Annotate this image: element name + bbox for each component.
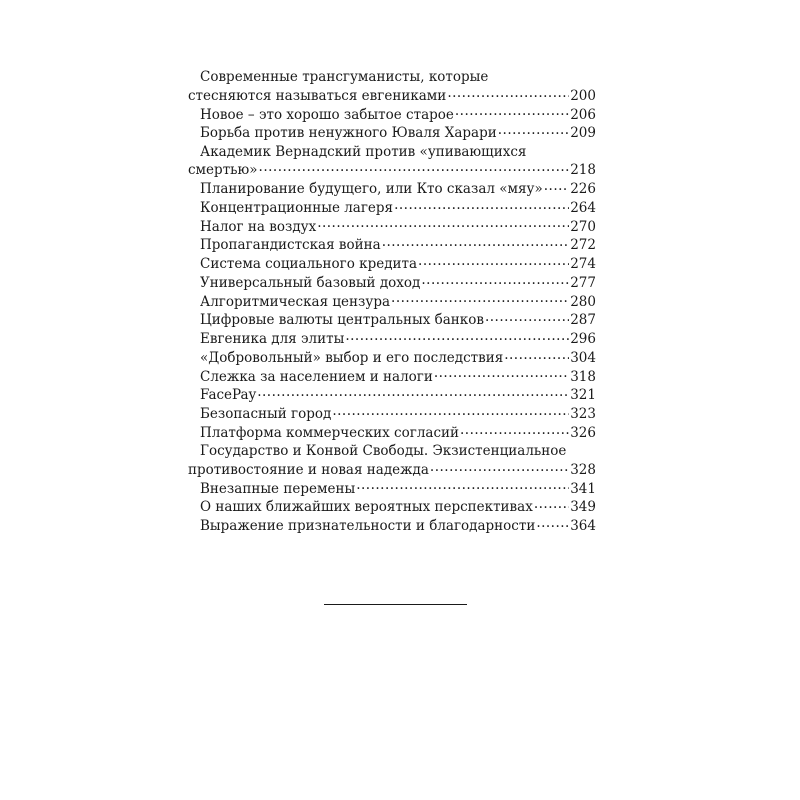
toc-page-number: 341 — [570, 480, 596, 497]
toc-entry — [188, 367, 596, 386]
toc-entry — [188, 68, 596, 105]
toc-entry-title: Платформа коммерческих согласий — [200, 424, 459, 441]
toc-entry-line — [188, 105, 596, 124]
toc-entry-line — [188, 405, 596, 424]
toc-entry-title: Пропагандистская война — [200, 237, 381, 254]
toc-entry-line — [188, 86, 596, 105]
dot-leader — [534, 498, 569, 512]
toc-entry-line — [188, 255, 596, 274]
toc-entry — [188, 255, 596, 274]
closing-rule — [324, 604, 467, 605]
toc-entry-title: противостояние и новая надежда — [188, 461, 429, 478]
dot-leader — [259, 161, 570, 175]
toc-entry — [188, 423, 596, 442]
toc-entry-title: Цифровые валюты центральных банков — [200, 312, 484, 329]
toc-page-number: 280 — [570, 293, 596, 310]
toc-entry-title: Концентрационные лагеря — [200, 199, 394, 216]
toc-page-number: 226 — [570, 181, 596, 197]
toc-entry-title: FacePay — [200, 387, 257, 404]
toc-page-number: 323 — [570, 406, 596, 422]
toc-entry-line — [188, 273, 596, 292]
toc-entry-line — [188, 236, 596, 255]
toc-entry-line — [188, 217, 596, 236]
toc-entry-line — [188, 423, 596, 442]
toc-entry-title: Академик Вернадский против «упивающихся — [200, 143, 527, 160]
toc-entry — [188, 273, 596, 292]
dot-leader — [356, 479, 569, 493]
toc-page-number: 274 — [570, 256, 596, 272]
toc-entry-title: Евгеника для элиты — [200, 331, 345, 347]
toc-entry-title: Налог на воздух — [200, 218, 317, 235]
dot-leader — [485, 311, 569, 325]
dot-leader — [544, 180, 569, 194]
toc-entry — [188, 442, 596, 479]
dot-leader — [394, 198, 569, 212]
toc-page-number: 287 — [570, 312, 596, 329]
toc-page-number: 272 — [570, 237, 596, 254]
toc-entry — [188, 124, 596, 143]
toc-entry — [188, 198, 596, 217]
toc-page-number: 296 — [570, 331, 596, 347]
toc-entry — [188, 180, 596, 199]
toc-entry-title: Слежка за населением и налоги — [200, 368, 433, 385]
toc-page-number: 328 — [570, 461, 596, 478]
toc-entry-line — [188, 143, 596, 161]
toc-entry-line — [188, 386, 596, 405]
dot-leader — [536, 517, 569, 531]
dot-leader — [455, 105, 569, 119]
toc-page-number: 264 — [570, 199, 596, 216]
table-of-contents — [188, 68, 596, 535]
toc-entry-line — [188, 198, 596, 217]
dot-leader — [418, 255, 569, 269]
toc-page-number: 200 — [570, 87, 596, 104]
toc-entry-title: смертью» — [188, 162, 258, 179]
toc-entry-title: Планирование будущего, или Кто сказал «мяу» — [200, 181, 543, 197]
dot-leader — [460, 423, 569, 437]
toc-entry — [188, 292, 596, 311]
toc-entry — [188, 311, 596, 330]
dot-leader — [434, 367, 569, 381]
toc-entry — [188, 330, 596, 349]
toc-entry-line — [188, 348, 596, 367]
toc-entry-title: «Добровольный» выбор и его последствия — [200, 349, 504, 366]
toc-entry-line — [188, 161, 596, 180]
toc-page-number: 318 — [570, 368, 596, 385]
toc-entry-title: Внезапные перемены — [200, 480, 356, 497]
toc-page-number: 364 — [570, 518, 596, 534]
toc-entry — [188, 479, 596, 498]
toc-page-number: 277 — [570, 274, 596, 291]
toc-entry — [188, 236, 596, 255]
toc-entry-line — [188, 517, 596, 536]
toc-entry-line — [188, 479, 596, 498]
dot-leader — [430, 460, 569, 474]
toc-page-number: 326 — [570, 424, 596, 441]
dot-leader — [421, 273, 569, 287]
toc-entry-title: Универсальный базовый доход — [200, 274, 421, 291]
toc-entry — [188, 105, 596, 124]
toc-entry-line — [188, 367, 596, 386]
toc-entry — [188, 143, 596, 180]
dot-leader — [447, 86, 569, 100]
dot-leader — [382, 236, 570, 250]
dot-leader — [391, 292, 569, 306]
toc-entry-line — [188, 460, 596, 479]
toc-entry-title: Борьба против ненужного Юваля Харари — [200, 125, 497, 142]
toc-entry-line — [188, 292, 596, 311]
toc-page-number: 218 — [570, 162, 596, 179]
toc-entry — [188, 498, 596, 517]
toc-entry — [188, 386, 596, 405]
toc-page-number: 206 — [570, 106, 596, 123]
toc-entry-title: Система социального кредита — [200, 256, 418, 272]
toc-entry-title: Алгоритмическая цензура — [200, 293, 391, 310]
dot-leader — [504, 348, 569, 362]
toc-entry-title: стесняются называться евгениками — [188, 87, 447, 104]
dot-leader — [317, 217, 569, 231]
toc-entry-title: Безопасный город — [200, 406, 332, 422]
toc-entry-title: Государство и Конвой Свободы. Экзистенциальное — [200, 443, 567, 459]
toc-entry-line — [188, 498, 596, 517]
toc-page-number: 349 — [570, 499, 596, 516]
toc-page-number: 321 — [570, 387, 596, 404]
toc-entry — [188, 405, 596, 424]
dot-leader — [498, 124, 569, 138]
toc-entry-line — [188, 442, 596, 460]
toc-entry-title: Новое – это хорошо забытое старое — [200, 106, 454, 123]
toc-entry-title: Современные трансгуманисты, которые — [200, 69, 489, 85]
toc-entry-line — [188, 124, 596, 143]
dot-leader — [345, 330, 569, 344]
toc-entry — [188, 348, 596, 367]
toc-page-number: 209 — [570, 125, 596, 142]
toc-entry-line — [188, 311, 596, 330]
toc-entry-line — [188, 330, 596, 349]
toc-entry — [188, 517, 596, 536]
dot-leader — [257, 386, 569, 400]
dot-leader — [332, 405, 569, 419]
toc-entry-line — [188, 180, 596, 199]
toc-entry-title: Выражение признательности и благодарности — [200, 518, 536, 534]
toc-page-number: 304 — [570, 349, 596, 366]
toc-entry — [188, 217, 596, 236]
toc-entry-line — [188, 68, 596, 86]
toc-page-number: 270 — [570, 218, 596, 235]
toc-entry-title: О наших ближайших вероятных перспективах — [200, 499, 533, 516]
